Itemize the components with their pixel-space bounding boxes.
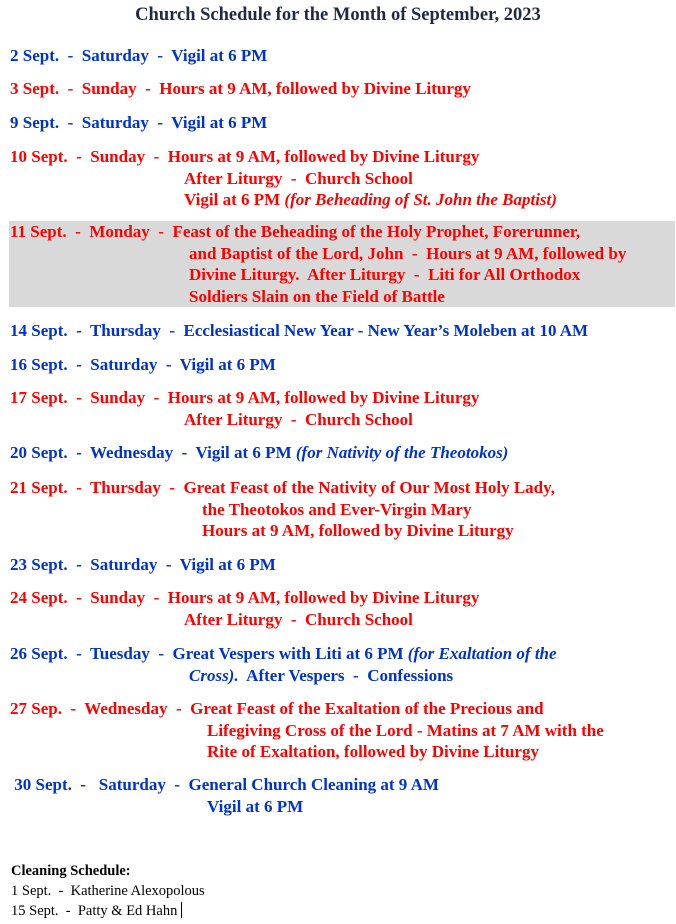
schedule-line <box>10 354 276 376</box>
schedule-line <box>10 286 675 308</box>
schedule-line <box>10 189 557 211</box>
schedule-line <box>10 643 557 665</box>
schedule-note: Cross). <box>189 665 239 685</box>
schedule-line <box>10 720 604 742</box>
cleaning-item: 15 Sept. - Patty & Ed Hahn <box>11 902 182 920</box>
schedule-entry <box>10 78 471 100</box>
schedule-line <box>10 78 471 100</box>
schedule-entry <box>10 774 439 817</box>
schedule-line <box>10 477 555 499</box>
schedule-line <box>10 387 479 409</box>
schedule-text: Hours at 9 AM, followed by Divine Liturgy <box>202 521 514 540</box>
schedule-line <box>10 665 557 687</box>
schedule-entry <box>10 698 604 763</box>
schedule-line <box>10 112 267 134</box>
cleaning-schedule-heading: Cleaning Schedule: <box>11 863 131 879</box>
schedule-text: 20 Sept. - Wednesday - Vigil at 6 PM <box>10 443 296 462</box>
schedule-text: 16 Sept. - Saturday - Vigil at 6 PM <box>10 355 276 374</box>
schedule-entry <box>10 442 508 464</box>
schedule-entry <box>10 45 267 67</box>
schedule-text: 9 Sept. - Saturday - Vigil at 6 PM <box>10 113 268 132</box>
schedule-entry <box>10 146 557 211</box>
schedule-text: Lifegiving Cross of the Lord - Matins at 7 AM with the <box>207 720 604 740</box>
schedule-note: (for Exaltation of the <box>407 644 557 663</box>
schedule-text: 17 Sept. - Sunday - Hours at 9 AM, followed by Divine Liturgy <box>10 388 480 407</box>
text-cursor <box>181 902 182 918</box>
schedule-text: After Liturgy - Church School <box>184 409 413 429</box>
schedule-text: Soldiers Slain on the Field of Battle <box>189 286 445 306</box>
schedule-note: (for Nativity of the Theotokos) <box>295 443 509 462</box>
schedule-line <box>10 264 675 286</box>
schedule-entry <box>10 387 479 430</box>
schedule-entry <box>10 477 555 542</box>
schedule-text: After Liturgy - Church School <box>184 168 413 188</box>
schedule-entry <box>10 354 276 376</box>
schedule-entry <box>10 554 276 576</box>
schedule-line <box>10 442 508 464</box>
schedule-line <box>10 698 604 720</box>
schedule-line <box>10 520 555 542</box>
schedule-line <box>10 587 479 609</box>
schedule-text: 3 Sept. - Sunday - Hours at 9 AM, followed by Divine Liturgy <box>10 79 471 98</box>
schedule-entry <box>9 221 675 307</box>
schedule-text: After Vespers - Confessions <box>238 665 454 685</box>
schedule-text: 23 Sept. - Saturday - Vigil at 6 PM <box>10 555 276 574</box>
schedule-line <box>10 45 267 67</box>
schedule-text: 2 Sept. - Saturday - Vigil at 6 PM <box>10 46 268 65</box>
schedule-text: Vigil at 6 PM <box>184 190 285 209</box>
schedule-entry <box>10 643 557 686</box>
schedule-line <box>10 146 557 168</box>
schedule-text: Divine Liturgy. After Liturgy - Liti for All Orthodox <box>189 265 581 284</box>
schedule-entry <box>10 320 588 342</box>
schedule-line <box>10 409 479 431</box>
schedule-line <box>10 741 604 763</box>
schedule-line <box>10 774 439 796</box>
schedule-text: 14 Sept. - Thursday - Ecclesiastical New Year - New Year’s Moleben at 10 AM <box>10 321 589 340</box>
schedule-text: 11 Sept. - Monday - Feast of the Beheading of the Holy Prophet, Forerunner, <box>10 222 581 241</box>
schedule-line <box>10 499 555 521</box>
schedule-entry <box>10 112 267 134</box>
schedule-text: 10 Sept. - Sunday - Hours at 9 AM, followed by Divine Liturgy <box>10 147 480 166</box>
schedule-text: the Theotokos and Ever-Virgin Mary <box>202 499 472 519</box>
schedule-text: After Liturgy - Church School <box>184 609 413 629</box>
schedule-text: 21 Sept. - Thursday - Great Feast of the Nativity of Our Most Holy Lady, <box>10 478 555 497</box>
schedule-note: (for Beheading of St. John the Baptist) <box>284 190 557 209</box>
page-title: Church Schedule for the Month of September, 2023 <box>135 5 541 25</box>
schedule-text: 26 Sept. - Tuesday - Great Vespers with Liti at 6 PM <box>10 644 408 663</box>
schedule-text: 24 Sept. - Sunday - Hours at 9 AM, followed by Divine Liturgy <box>10 588 480 607</box>
schedule-line <box>10 243 675 265</box>
schedule-line <box>10 168 557 190</box>
schedule-line <box>10 609 479 631</box>
schedule-text: Rite of Exaltation, followed by Divine Liturgy <box>207 742 539 761</box>
schedule-text: Vigil at 6 PM <box>207 796 304 816</box>
schedule-line <box>10 554 276 576</box>
cleaning-item: 1 Sept. - Katherine Alexopolous <box>11 883 205 899</box>
schedule-line <box>10 796 439 818</box>
schedule-line <box>10 320 588 342</box>
schedule-text: 30 Sept. - Saturday - General Church Cleaning at 9 AM <box>10 775 439 794</box>
schedule-text: and Baptist of the Lord, John - Hours at 9 AM, followed by <box>189 243 627 263</box>
schedule-line <box>10 221 675 243</box>
schedule-text: 27 Sep. - Wednesday - Great Feast of the Exaltation of the Precious and <box>10 699 544 718</box>
schedule-entry <box>10 587 479 630</box>
